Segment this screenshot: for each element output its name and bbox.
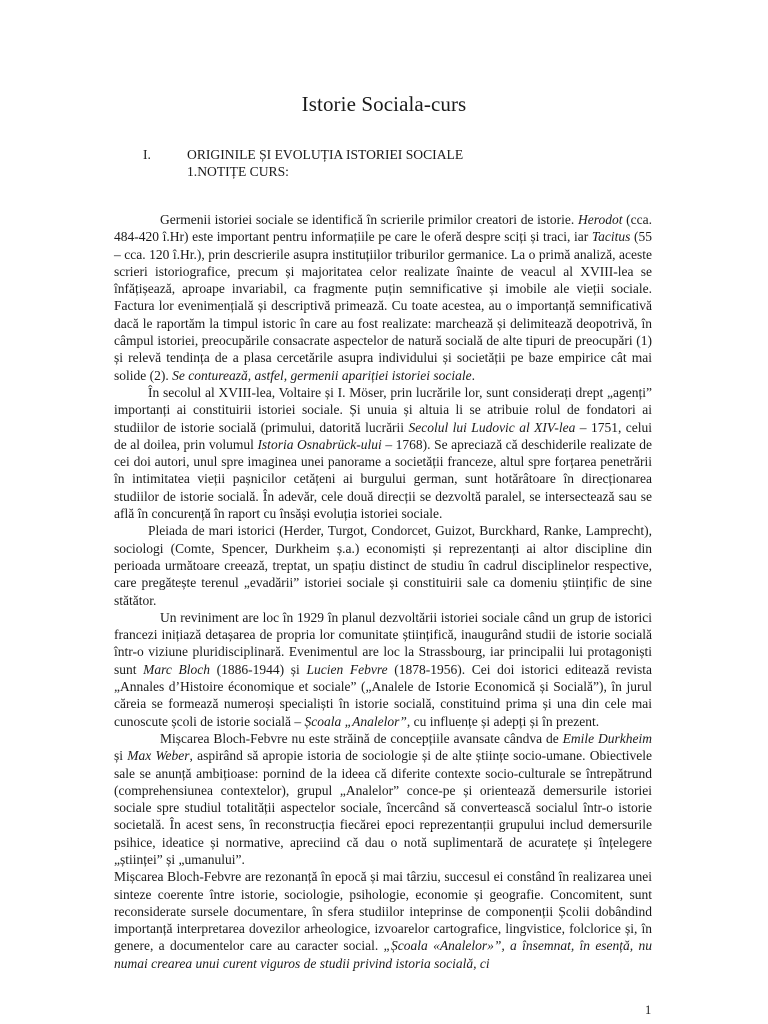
paragraph bbox=[114, 868, 652, 972]
italic-text: Istoria Osnabrück-ului bbox=[257, 436, 382, 452]
chapter-title: ORIGINILE ȘI EVOLUȚIA ISTORIEI SOCIALE bbox=[187, 147, 464, 162]
text-run: – 1751, celui de al doilea, prin volumul bbox=[114, 419, 652, 452]
italic-text: Tacitus bbox=[591, 229, 631, 245]
italic-text: Max Weber bbox=[127, 748, 190, 764]
italic-text: Școala „Analelor” bbox=[304, 713, 407, 729]
paragraph bbox=[114, 211, 652, 384]
italic-text: Lucien Febvre bbox=[306, 661, 388, 677]
text-run: Mișcarea Bloch-Febvre are rezonanță în epocă și mai târziu, succesul ei constând în realizarea unei sinteze coerente între istorie, sociologie, psihologie, economie și geografie. Concomitent, sunt reconsiderate sursele documentare, în sfera studiilor inteprinse de componenții Școlii dobândind importanță interpretarea dovezilor arheologice, izvoarelor cartografice, lingvistice, folclorice și, în genere, a documentelor care au caracter social. bbox=[114, 869, 652, 954]
italic-text: Se conturează, astfel, germenii apariției istoriei sociale bbox=[172, 367, 472, 383]
text-run: În secolul al XVIII-lea, Voltaire și I. Möser, prin lucrările lor, sunt considerați drept „agenți” importanți ai constituirii istoriei sociale. Și unuia și altuia li se atribuie rolul de fondatori ai studiilor de istorie socială (primului, datorită lucrării bbox=[114, 384, 652, 435]
text-run: (1886-1944) și bbox=[210, 661, 307, 677]
paragraph bbox=[114, 730, 652, 868]
chapter-number: I. bbox=[143, 147, 151, 162]
chapter-subtitle: 1.NOTIȚE CURS: bbox=[187, 164, 289, 179]
page-number: 1 bbox=[645, 1003, 652, 1017]
text-run: (cca. 484-420 î.Hr) este important pentru informațiile pe care le oferă despre sciți și traci, iar bbox=[114, 212, 652, 245]
text-run: . bbox=[471, 367, 475, 383]
italic-text: Marc Bloch bbox=[143, 661, 211, 677]
document-title: Istorie Sociala-curs bbox=[301, 92, 467, 116]
text-run: , aspirând să apropie istoria de sociologie și de alte științe socio-umane. Obiectivele sale se anunță ambițioase: pornind de la ideea că diferite contexte socio-culturale se întrepătrund (comprehensiunea contextelor), grupul „Analelor” conce-pe și orientează demersurile istoriei sociale spre studiul totalității aspectelor sociale, încercând să convertească socialul într-o istorie societală. În acest sens, în reconstrucția fiecărei epoci reprezentanții grupului includ demersurile psihice, ideatice și normative, apreciind că dau o notă suplimentară de acuratețe și înțelegere „științei” și „umanului”. bbox=[114, 748, 652, 867]
italic-text: Secolul lui Ludovic al XIV-lea bbox=[408, 419, 576, 435]
text-run: – 1768). Se apreciază că deschiderile realizate de cei doi autori, unul spre imaginea unei panorame a societății franceze, altul spre forțarea penetrării în intimitatea vieții pașnicilor cetățeni ai burgului german, sunt hotărâtoare în direcționarea studiilor de istorie socială. În adevăr, cele două direcții se dezvoltă paralel, se intersectează sau se află în concurență în raport cu însăși evoluția istoriei sociale. bbox=[114, 436, 652, 522]
paragraph bbox=[114, 609, 652, 730]
italic-text: Herodot bbox=[577, 212, 623, 227]
text-run: și bbox=[114, 748, 128, 764]
text-run: Mișcarea Bloch-Febvre nu este străină de concepțiile avansate cândva de bbox=[160, 730, 563, 746]
body-text bbox=[114, 211, 652, 972]
italic-text: „Școala «Analelor»”, a însemnat, în esență, nu numai crearea unui curent viguros de studii privind istoria socială, ci bbox=[114, 938, 652, 971]
italic-text: Emile Durkheim bbox=[562, 730, 653, 746]
text-run: (55 – cca. 120 î.Hr.), prin descrierile asupra instituțiilor triburilor germanice. La o primă analiză, aceste scrieri istoriografice, precum și majoritatea celor realizate înainte de veacul al XVIII-lea se înfățișează, aproape invariabil, ca fragmente puțin semnificative și imobile ale vieții sociale. Factura lor evenimențială și descriptivă primează. Cu toate acestea, au o importanță semnificativă dacă le raportăm la timpul istoric în care au fost realizate: marchează și delimitează deopotrivă, în câmpul istoriei, preocupările consacrate aspectelor de natură socială de alte tipuri de preocupări (1) și relevă tendința de a plasa cercetările asupra individului și societății pe baze empirice cât mai solide (2). bbox=[114, 229, 652, 383]
text-run: Pleiada de mari istorici (Herder, Turgot, Condorcet, Guizot, Burckhard, Ranke, Lamprecht), sociologi (Comte, Spencer, Durkheim ș.a.) economiști și reprezentanți ai altor discipline din perioada următoare creează, treptat, un spațiu distinct de studiu în cadrul disciplinelor respective, care pregătește terenul „evadării” istoriei sociale și constituirii sale ca domeniu științific de sine stătător. bbox=[114, 523, 652, 608]
text-run: , cu influențe și adepți și în prezent. bbox=[406, 713, 600, 729]
paragraph bbox=[114, 384, 652, 522]
text-run: Un reviniment are loc în 1929 în planul dezvoltării istoriei sociale când un grup de istorici francezi inițiază detașarea de propria lor comunitate științifică, inaugurând studii de istorie socială într-o viziune pluridisciplinară. Evenimentul are loc la Strassbourg, iar principalii lui protagoniști sunt bbox=[114, 609, 652, 677]
paragraph bbox=[114, 522, 652, 608]
text-run: Germenii istoriei sociale se identifică în scrierile primilor creatori de istorie. bbox=[160, 212, 578, 227]
text-run: (1878-1956). Cei doi istorici editează revista „Annales d’Histoire économique et sociale” („Analele de Istorie Economică și Socială”), în jurul căreia se formează numeroși specialiști în istorie socială, constituind prima și una din cele mai cunoscute școli de istorie socială – bbox=[114, 661, 652, 729]
